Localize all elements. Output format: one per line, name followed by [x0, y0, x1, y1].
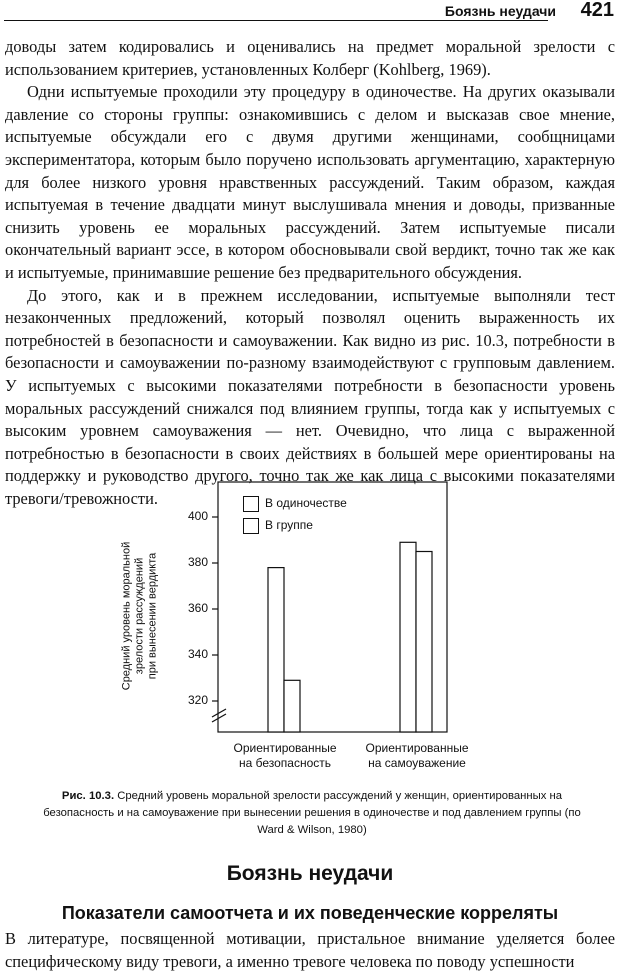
x-category-line: на самоуважение	[368, 756, 466, 770]
y-axis-label-line: зрелости рассуждений	[133, 557, 146, 675]
x-category-line: Ориентированные	[365, 741, 469, 755]
x-category-label	[347, 741, 487, 771]
paragraph: Одни испытуемые проходили эту процедуру в одиночестве. На других оказывали давление со стороны группы: ознакомившись с делом и высказав свое мнение, испытуемые обсуждали его с двумя другими женщинами, сообщницами экспериментатора, которым было поручено использовать аргументацию, характерную для более низкого уровня нравственных рассуждений. Таким образом, каждая испытуемая в течение двадцати минут выслушивала мнения и доводы, призванные снизить уровень ее моральных рассуждений. Затем испытуемые писали окончательный вариант эссе, в котором обосновывали свой вердикт, точно так же как и испытуемые, принимавшие решение без предварительного обсуждения.	[5, 82, 615, 282]
body-text	[5, 36, 615, 510]
legend-swatch-group	[243, 518, 259, 534]
caption-label: Рис. 10.3.	[61, 790, 115, 802]
y-tick-label: 320	[187, 693, 208, 707]
legend-label-group: В группе	[265, 518, 313, 532]
y-axis-label-line: Средний уровень моральной	[120, 541, 133, 691]
header-rule	[4, 20, 548, 21]
figure-caption	[32, 788, 592, 839]
x-category-line: Ориентированные	[233, 741, 337, 755]
y-axis-label-line: при вынесении вердикта	[146, 552, 159, 680]
running-title: Боязнь неудачи	[444, 3, 556, 19]
y-tick-label: 360	[187, 601, 208, 615]
bar-alone	[400, 542, 416, 732]
section-paragraph: В литературе, посвященной мотивации, пристальное внимание уделяется более специфическому виду тревоги, а именно тревоге человека по поводу успешности	[5, 929, 615, 971]
bar-alone	[268, 568, 284, 732]
y-tick-label: 400	[187, 509, 208, 523]
bar-group	[284, 680, 300, 732]
subsection-heading: Показатели самоотчета и их поведенческие корреляты	[61, 903, 559, 923]
axis-break-mark	[212, 714, 226, 722]
section-heading: Боязнь неудачи	[226, 862, 394, 885]
y-tick-label: 340	[187, 647, 208, 661]
page-number: 421	[580, 0, 614, 21]
x-category-label	[215, 741, 355, 771]
paragraph: До этого, как и в прежнем исследовании, испытуемые выполняли тест незаконченных предложений, который позволял оценить выраженность их потребностей в безопасности и самоуважении. Как видно из рис. 10.3, потребности в безопасности и самоуважении по-разному взаимодействуют с групповым давлением. У испытуемых с высокими показателями потребности в безопасности уровень моральных рассуждений снижался под влиянием группы, тогда как у испытуемых с высоким уровнем самоуважения — нет. Очевидно, что лица с выраженной потребностью в безопасности в своих действиях в большей мере ориентированы на поддержку и руководство другого, точно так же как лица с высокими показателями тревоги/тревожности.	[5, 285, 615, 508]
bar-group	[416, 552, 432, 733]
running-header	[0, 0, 620, 26]
caption-text: Средний уровень моральной зрелости рассуждений у женщин, ориентированных на безопасность и на самоуважение при вынесении решения в одиночестве и под давлением группы (по Ward & Wilson, 1980)	[43, 790, 581, 836]
paragraph: доводы затем кодировались и оценивались на предмет моральной зрелости с использованием критериев, установленных Колберг (Kohlberg, 1969).	[5, 37, 615, 79]
legend-label-alone: В одиночестве	[265, 496, 347, 510]
axis-break-mark	[212, 709, 226, 717]
legend-swatch-alone	[243, 496, 259, 512]
y-tick-label: 380	[187, 555, 208, 569]
x-category-line: на безопасность	[238, 756, 332, 770]
